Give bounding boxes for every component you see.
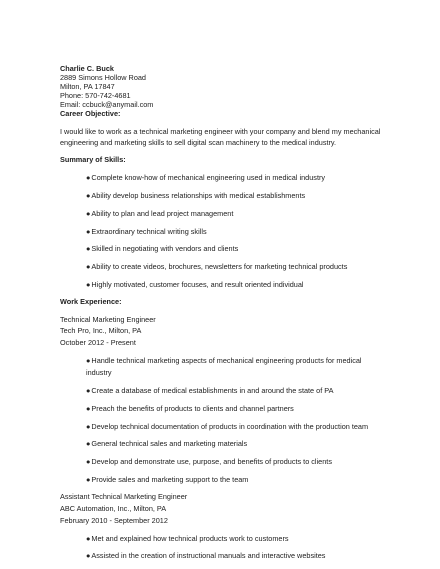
job-duty-item: ●General technical sales and marketing materials <box>86 439 248 448</box>
job-company: ABC Automation, Inc., Milton, PA <box>60 504 167 513</box>
bullet-icon: ● <box>86 457 91 466</box>
objective-text-line: I would like to work as a technical marketing engineer with your company and blend my mechanical <box>60 127 381 136</box>
skill-item: ●Ability develop business relationships with medical establishments <box>86 191 306 200</box>
job-duty-item: ●Develop and demonstrate use, purpose, and benefits of products to clients <box>86 457 332 466</box>
skills-heading: Summary of Skills: <box>60 155 126 164</box>
bullet-icon: ● <box>86 404 91 413</box>
bullet-icon: ● <box>86 551 91 560</box>
job-duty-item: ●Met and explained how technical products work to customers <box>86 534 289 543</box>
bullet-icon: ● <box>86 262 91 271</box>
job-duty-item: ●Develop technical documentation of products in coordination with the production team <box>86 422 369 431</box>
skill-item: ●Highly motivated, customer focuses, and result oriented individual <box>86 280 304 289</box>
bullet-icon: ● <box>86 227 91 236</box>
job-dates: February 2010 - September 2012 <box>60 516 168 525</box>
job-duty-item: ●Assisted in the creation of instructional manuals and interactive websites <box>86 551 326 560</box>
address-line: 2889 Simons Hollow Road <box>60 73 146 82</box>
skill-item: ●Extraordinary technical writing skills <box>86 227 207 236</box>
job-dates: October 2012 - Present <box>60 338 136 347</box>
job-duty-item: ●Provide sales and marketing support to the team <box>86 475 249 484</box>
experience-heading: Work Experience: <box>60 297 122 306</box>
bullet-icon: ● <box>86 386 91 395</box>
phone-line: Phone: 570-742-4681 <box>60 91 131 100</box>
job-duty-item: ●Create a database of medical establishments in and around the state of PA <box>86 386 334 395</box>
skill-item: ●Ability to create videos, brochures, newsletters for marketing technical products <box>86 262 348 271</box>
job-company: Tech Pro, Inc., Milton, PA <box>60 326 142 335</box>
skill-item: ●Ability to plan and lead project management <box>86 209 234 218</box>
email-line: Email: ccbuck@anymail.com <box>60 100 154 109</box>
bullet-icon: ● <box>86 356 91 365</box>
bullet-icon: ● <box>86 439 91 448</box>
bullet-icon: ● <box>86 534 91 543</box>
job-title: Technical Marketing Engineer <box>60 315 156 324</box>
bullet-icon: ● <box>86 280 91 289</box>
skill-item: ●Complete know-how of mechanical engineering used in medical industry <box>86 173 326 182</box>
job-duty-continuation: industry <box>86 368 112 377</box>
bullet-icon: ● <box>86 173 91 182</box>
bullet-icon: ● <box>86 422 91 431</box>
candidate-name: Charlie C. Buck <box>60 64 114 73</box>
job-duty-item: ●Preach the benefits of products to clients and channel partners <box>86 404 294 413</box>
city-line: Milton, PA 17847 <box>60 82 115 91</box>
bullet-icon: ● <box>86 475 91 484</box>
objective-text-line: engineering and marketing skills to sell digital scan machinery to the medical industry. <box>60 138 337 147</box>
skill-item: ●Skilled in negotiating with vendors and clients <box>86 244 239 253</box>
bullet-icon: ● <box>86 209 91 218</box>
job-title: Assistant Technical Marketing Engineer <box>60 492 188 501</box>
objective-heading: Career Objective: <box>60 109 121 118</box>
bullet-icon: ● <box>86 244 91 253</box>
job-duty-item: ●Handle technical marketing aspects of mechanical engineering products for medical <box>86 356 362 365</box>
bullet-icon: ● <box>86 191 91 200</box>
